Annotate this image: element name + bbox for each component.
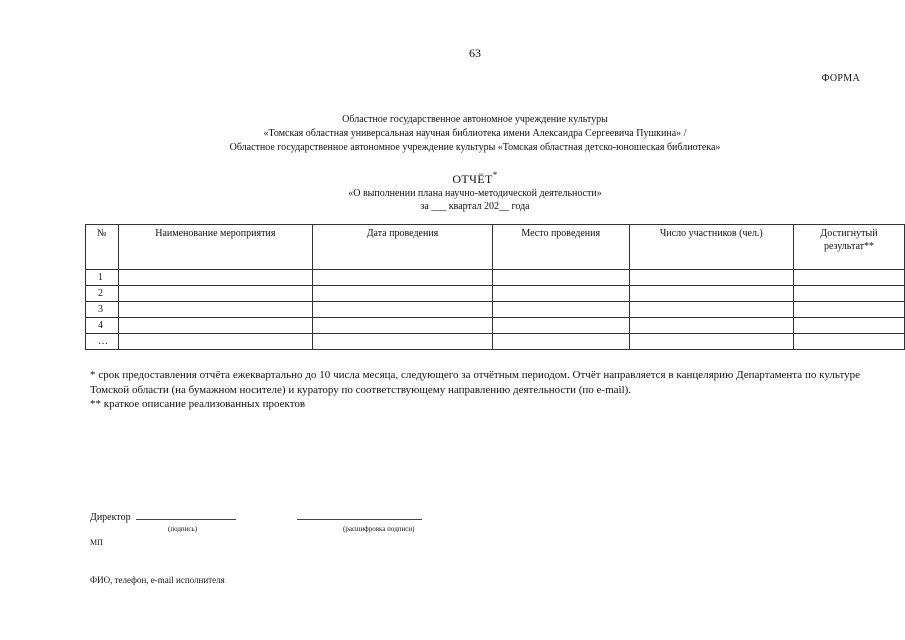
- table-row: [86, 318, 905, 334]
- director-signature-row: [90, 508, 422, 523]
- footnote-deadline: * срок предоставления отчёта ежеквартально до 10 числа месяца, следующего за отчётным периодом. Отчёт направляется в канцелярию Департамента по культуре Томской области (на бумажном носителе) и куратору по соответствующему направлению деятельности (по e-mail).: [90, 369, 860, 396]
- column-header-place: Место проведения: [492, 225, 629, 270]
- row-number: 3: [86, 302, 119, 318]
- form-label: ФОРМА: [821, 73, 860, 84]
- table-cell: [629, 334, 793, 350]
- table-cell: [629, 318, 793, 334]
- table-cell: [793, 334, 904, 350]
- organization-header: [0, 113, 905, 155]
- table-cell: [793, 318, 904, 334]
- table-row: [86, 302, 905, 318]
- organization-line-2: «Томская областная универсальная научная библиотека имени Александра Сергеевича Пушкина» /: [263, 128, 687, 139]
- table-cell: [313, 334, 493, 350]
- report-title-mark: *: [492, 170, 498, 180]
- table-cell: [629, 270, 793, 286]
- table-row: [86, 286, 905, 302]
- report-subtitle: «О выполнении плана научно-методической деятельности»: [348, 188, 602, 199]
- table-row: [86, 270, 905, 286]
- signature-decoding-caption: (расшифровка подписи): [343, 525, 415, 533]
- row-number: 1: [86, 270, 119, 286]
- director-label: Директор: [90, 512, 131, 523]
- column-header-event-name: Наименование мероприятия: [118, 225, 313, 270]
- table-header-row: [86, 225, 905, 270]
- table-cell: [118, 302, 313, 318]
- executor-label: ФИО, телефон, e-mail исполнителя: [90, 575, 225, 585]
- table-cell: [313, 302, 493, 318]
- footnote-result-description: ** краткое описание реализованных проектов: [90, 398, 306, 410]
- table-cell: [793, 302, 904, 318]
- organization-line-3: Областное государственное автономное учреждение культуры «Томская областная детско-юношеская библиотека»: [229, 142, 721, 153]
- table-cell: [492, 318, 629, 334]
- report-period: за ___ квартал 202__ года: [420, 201, 530, 212]
- signature-caption: (подпись): [168, 525, 198, 533]
- table-row: [86, 334, 905, 350]
- column-header-participants: Число участников (чел.): [629, 225, 793, 270]
- stamp-label: МП: [90, 538, 103, 547]
- column-header-date: Дата проведения: [313, 225, 493, 270]
- signature-line: [136, 508, 236, 520]
- table-cell: [492, 302, 629, 318]
- table-cell: [313, 270, 493, 286]
- table-cell: [118, 270, 313, 286]
- column-header-number: №: [86, 225, 119, 270]
- column-header-result: Достигнутый результат**: [793, 225, 904, 270]
- table-cell: [629, 286, 793, 302]
- table-cell: [118, 334, 313, 350]
- table-cell: [313, 318, 493, 334]
- report-title-block: [0, 167, 905, 213]
- table-cell: [793, 270, 904, 286]
- row-number: …: [86, 334, 119, 350]
- table-cell: [492, 286, 629, 302]
- footnotes: [90, 368, 860, 412]
- row-number: 4: [86, 318, 119, 334]
- table-cell: [313, 286, 493, 302]
- organization-line-1: Областное государственное автономное учреждение культуры: [342, 114, 608, 125]
- report-title: [0, 167, 905, 187]
- signature-decoding-line: [297, 508, 422, 520]
- table-cell: [629, 302, 793, 318]
- table-cell: [492, 270, 629, 286]
- page-number: 63: [469, 46, 481, 60]
- row-number: 2: [86, 286, 119, 302]
- report-table: [85, 224, 905, 350]
- table-cell: [492, 334, 629, 350]
- table-cell: [793, 286, 904, 302]
- report-title-text: ОТЧЁТ: [452, 172, 493, 186]
- table-cell: [118, 286, 313, 302]
- table-cell: [118, 318, 313, 334]
